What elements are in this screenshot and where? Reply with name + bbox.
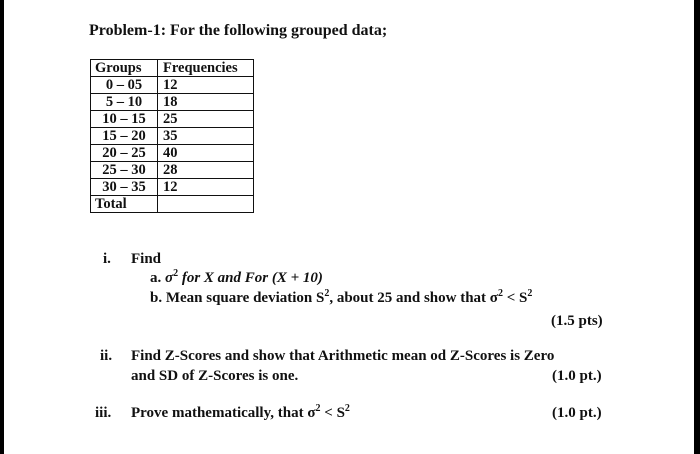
right-border (694, 0, 700, 454)
q3-exp2: 2 (344, 403, 350, 414)
q1-number: i. (103, 251, 111, 267)
frequency-cell: 40 (158, 145, 254, 162)
table-row (91, 179, 254, 196)
table-row (91, 162, 254, 179)
q3-text: Prove mathematically, that σ (131, 405, 316, 421)
table-row (91, 77, 254, 94)
q1a-text: for X and For (X + 10) (178, 270, 323, 286)
q3-line (131, 405, 350, 422)
q1b-line (150, 290, 532, 307)
grouped-data-table (90, 59, 254, 213)
q1b-text3: < S (502, 290, 528, 306)
q1b-exp2: 2 (497, 288, 503, 299)
q1b-prefix: b. (150, 290, 163, 306)
table-row (91, 145, 254, 162)
frequencies-header: Frequencies (158, 60, 254, 77)
frequency-cell: 28 (158, 162, 254, 179)
frequency-cell: 18 (158, 94, 254, 111)
q2-number: ii. (100, 348, 113, 364)
q2-line1: Find Z-Scores and show that Arithmetic mean od Z-Scores is Zero (131, 348, 555, 364)
frequency-cell: 12 (158, 77, 254, 94)
group-cell: 15 – 20 (91, 128, 158, 145)
q3-exp: 2 (315, 403, 321, 414)
q1a-prefix: a. (150, 270, 162, 286)
total-value (158, 196, 254, 213)
q1a-exp: 2 (173, 268, 179, 279)
q3-number: iii. (95, 405, 112, 421)
group-cell: 0 – 05 (91, 77, 158, 94)
problem-title: Problem-1: For the following grouped data; (89, 22, 388, 39)
q1b-exp3: 2 (527, 288, 533, 299)
q1b-text: Mean square deviation S (165, 290, 325, 306)
q1-label: Find (131, 251, 162, 267)
group-cell: 30 – 35 (91, 179, 158, 196)
groups-header: Groups (91, 60, 158, 77)
q1a-sigma: σ (165, 270, 174, 286)
q1b-text2: , about 25 and show that σ (329, 290, 498, 306)
group-cell: 5 – 10 (91, 94, 158, 111)
q3-text2: < S (320, 405, 345, 421)
q2-points: (1.0 pt.) (552, 368, 602, 384)
table-row (91, 94, 254, 111)
group-cell: 10 – 15 (91, 111, 158, 128)
frequency-cell: 35 (158, 128, 254, 145)
left-border (0, 0, 4, 454)
group-cell: 20 – 25 (91, 145, 158, 162)
q2-line2: and SD of Z-Scores is one. (131, 368, 299, 384)
total-label: Total (91, 196, 158, 213)
q3-points: (1.0 pt.) (552, 405, 602, 421)
q1b-exp: 2 (324, 288, 330, 299)
table-total-row (91, 196, 254, 213)
frequency-cell: 25 (158, 111, 254, 128)
q1-points: (1.5 pts) (551, 313, 603, 329)
table-row (91, 111, 254, 128)
q1a-line (150, 270, 323, 287)
table-header-row (91, 60, 254, 77)
frequency-cell: 12 (158, 179, 254, 196)
group-cell: 25 – 30 (91, 162, 158, 179)
table-row (91, 128, 254, 145)
